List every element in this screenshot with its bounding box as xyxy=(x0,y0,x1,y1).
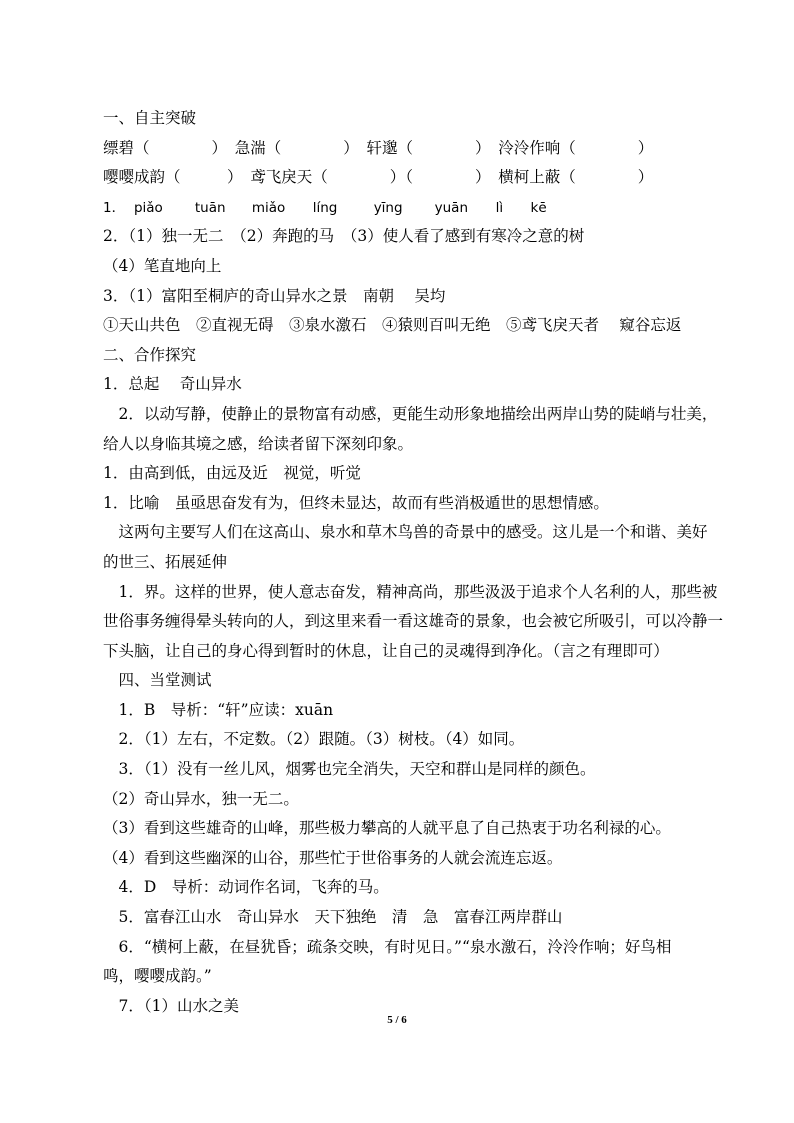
text-line: 4．D 导析：动词作名词，飞奔的马。 xyxy=(103,878,389,897)
text-line: 2．（1）独一无二 （2）奔跑的马 （3）使人看了感到有寒冷之意的树 xyxy=(103,227,585,246)
pinyin-item: yuān xyxy=(434,199,468,216)
text-line: 3．（1）没有一丝儿风，烟雾也完全消失，天空和群山是同样的颜色。 xyxy=(103,760,596,779)
text-line: 给人以身临其境之感，给读者留下深刻印象。 xyxy=(103,434,414,453)
pinyin-item: líng xyxy=(312,199,338,216)
pinyin-item: piǎo xyxy=(133,199,163,216)
text-line: 这两句主要写人们在这高山、泉水和草木鸟兽的奇景中的感受。这儿是一个和谐、美好 xyxy=(103,523,708,542)
text-line: 2．以动写静，使静止的景物富有动感，更能生动形象地描绘出两岸山势的陡峭与壮美， xyxy=(103,404,718,423)
pinyin-item: tuān xyxy=(194,199,226,216)
text-line: （4）看到这些幽深的山谷，那些忙于世俗事务的人就会流连忘返。 xyxy=(103,848,563,867)
text-line: 2．（1）左右，不定数。（2）跟随。（3）树枝。（4）如同。 xyxy=(103,730,525,749)
text-line: 1．B 导析：“轩”应读：xuān xyxy=(103,700,334,719)
answer-number: 1． xyxy=(103,199,126,216)
text-line: 5．富春江山水 奇山异水 天下独绝 清 急 富春江两岸群山 xyxy=(103,908,563,927)
text-line: 鸣，嘤嘤成韵。” xyxy=(103,967,212,986)
text-line: 下头脑，让自己的身心得到暂时的休息，让自己的灵魂得到净化。（言之有理即可） xyxy=(103,641,669,660)
text-line: 7．（1）山水之美 xyxy=(103,996,239,1015)
page-number: 5 / 6 xyxy=(387,1014,407,1026)
document-content xyxy=(103,104,723,1021)
text-line: 缥碧（ ） 急湍（ ） 轩邈（ ） 泠泠作响（ ） xyxy=(103,138,654,157)
text-line: 世俗事务缠得晕头转向的人，到这里来看一看这雄奇的景象，也会被它所吸引，可以冷静一 xyxy=(103,612,723,631)
text-line: ①天山共色 ②直视无碍 ③泉水激石 ④猿则百叫无绝 ⑤鸢飞戾天者 窥谷忘返 xyxy=(103,316,682,335)
section-heading-self-study: 一、自主突破 xyxy=(103,109,197,127)
pinyin-item: lì xyxy=(495,199,504,216)
text-line: 嘤嘤成韵（ ） 鸢飞戾天（ ）（ ） 横柯上蔽（ ） xyxy=(103,168,654,187)
section-heading-cooperation: 二、合作探究 xyxy=(103,345,197,364)
text-line: 6．“横柯上蔽，在昼犹昏；疏条交映，有时见日。”“泉水激石，泠泠作响；好鸟相 xyxy=(103,937,672,956)
section-heading-test: 四、当堂测试 xyxy=(103,671,212,690)
text-line: 3．（1）富阳至桐庐的奇山异水之景 南朝 吴均 xyxy=(103,286,446,305)
pinyin-item: yīng xyxy=(373,199,403,216)
pinyin-item: miǎo xyxy=(251,199,286,216)
text-line: 1．由高到低，由远及近 视觉，听觉 xyxy=(103,464,361,483)
text-line: 1．总起 奇山异水 xyxy=(103,375,242,394)
text-line: 的世三、拓展延伸 xyxy=(103,552,228,571)
pinyin-answer-line xyxy=(103,193,723,223)
text-line: （3）看到这些雄奇的山峰，那些极力攀高的人就平息了自己热衷于功名利禄的心。 xyxy=(103,819,671,838)
text-line: （2）奇山异水，独一无二。 xyxy=(103,789,299,808)
text-line: （4）笔直地向上 xyxy=(103,256,222,275)
text-line: 1．比喻 虽亟思奋发有为，但终未显达，故而有些消极遁世的思想情感。 xyxy=(103,493,609,512)
text-line: 1．界。这样的世界，使人意志奋发，精神高尚，那些汲汲于追求个人名利的人，那些被 xyxy=(103,582,718,601)
pinyin-item: kē xyxy=(530,199,547,216)
